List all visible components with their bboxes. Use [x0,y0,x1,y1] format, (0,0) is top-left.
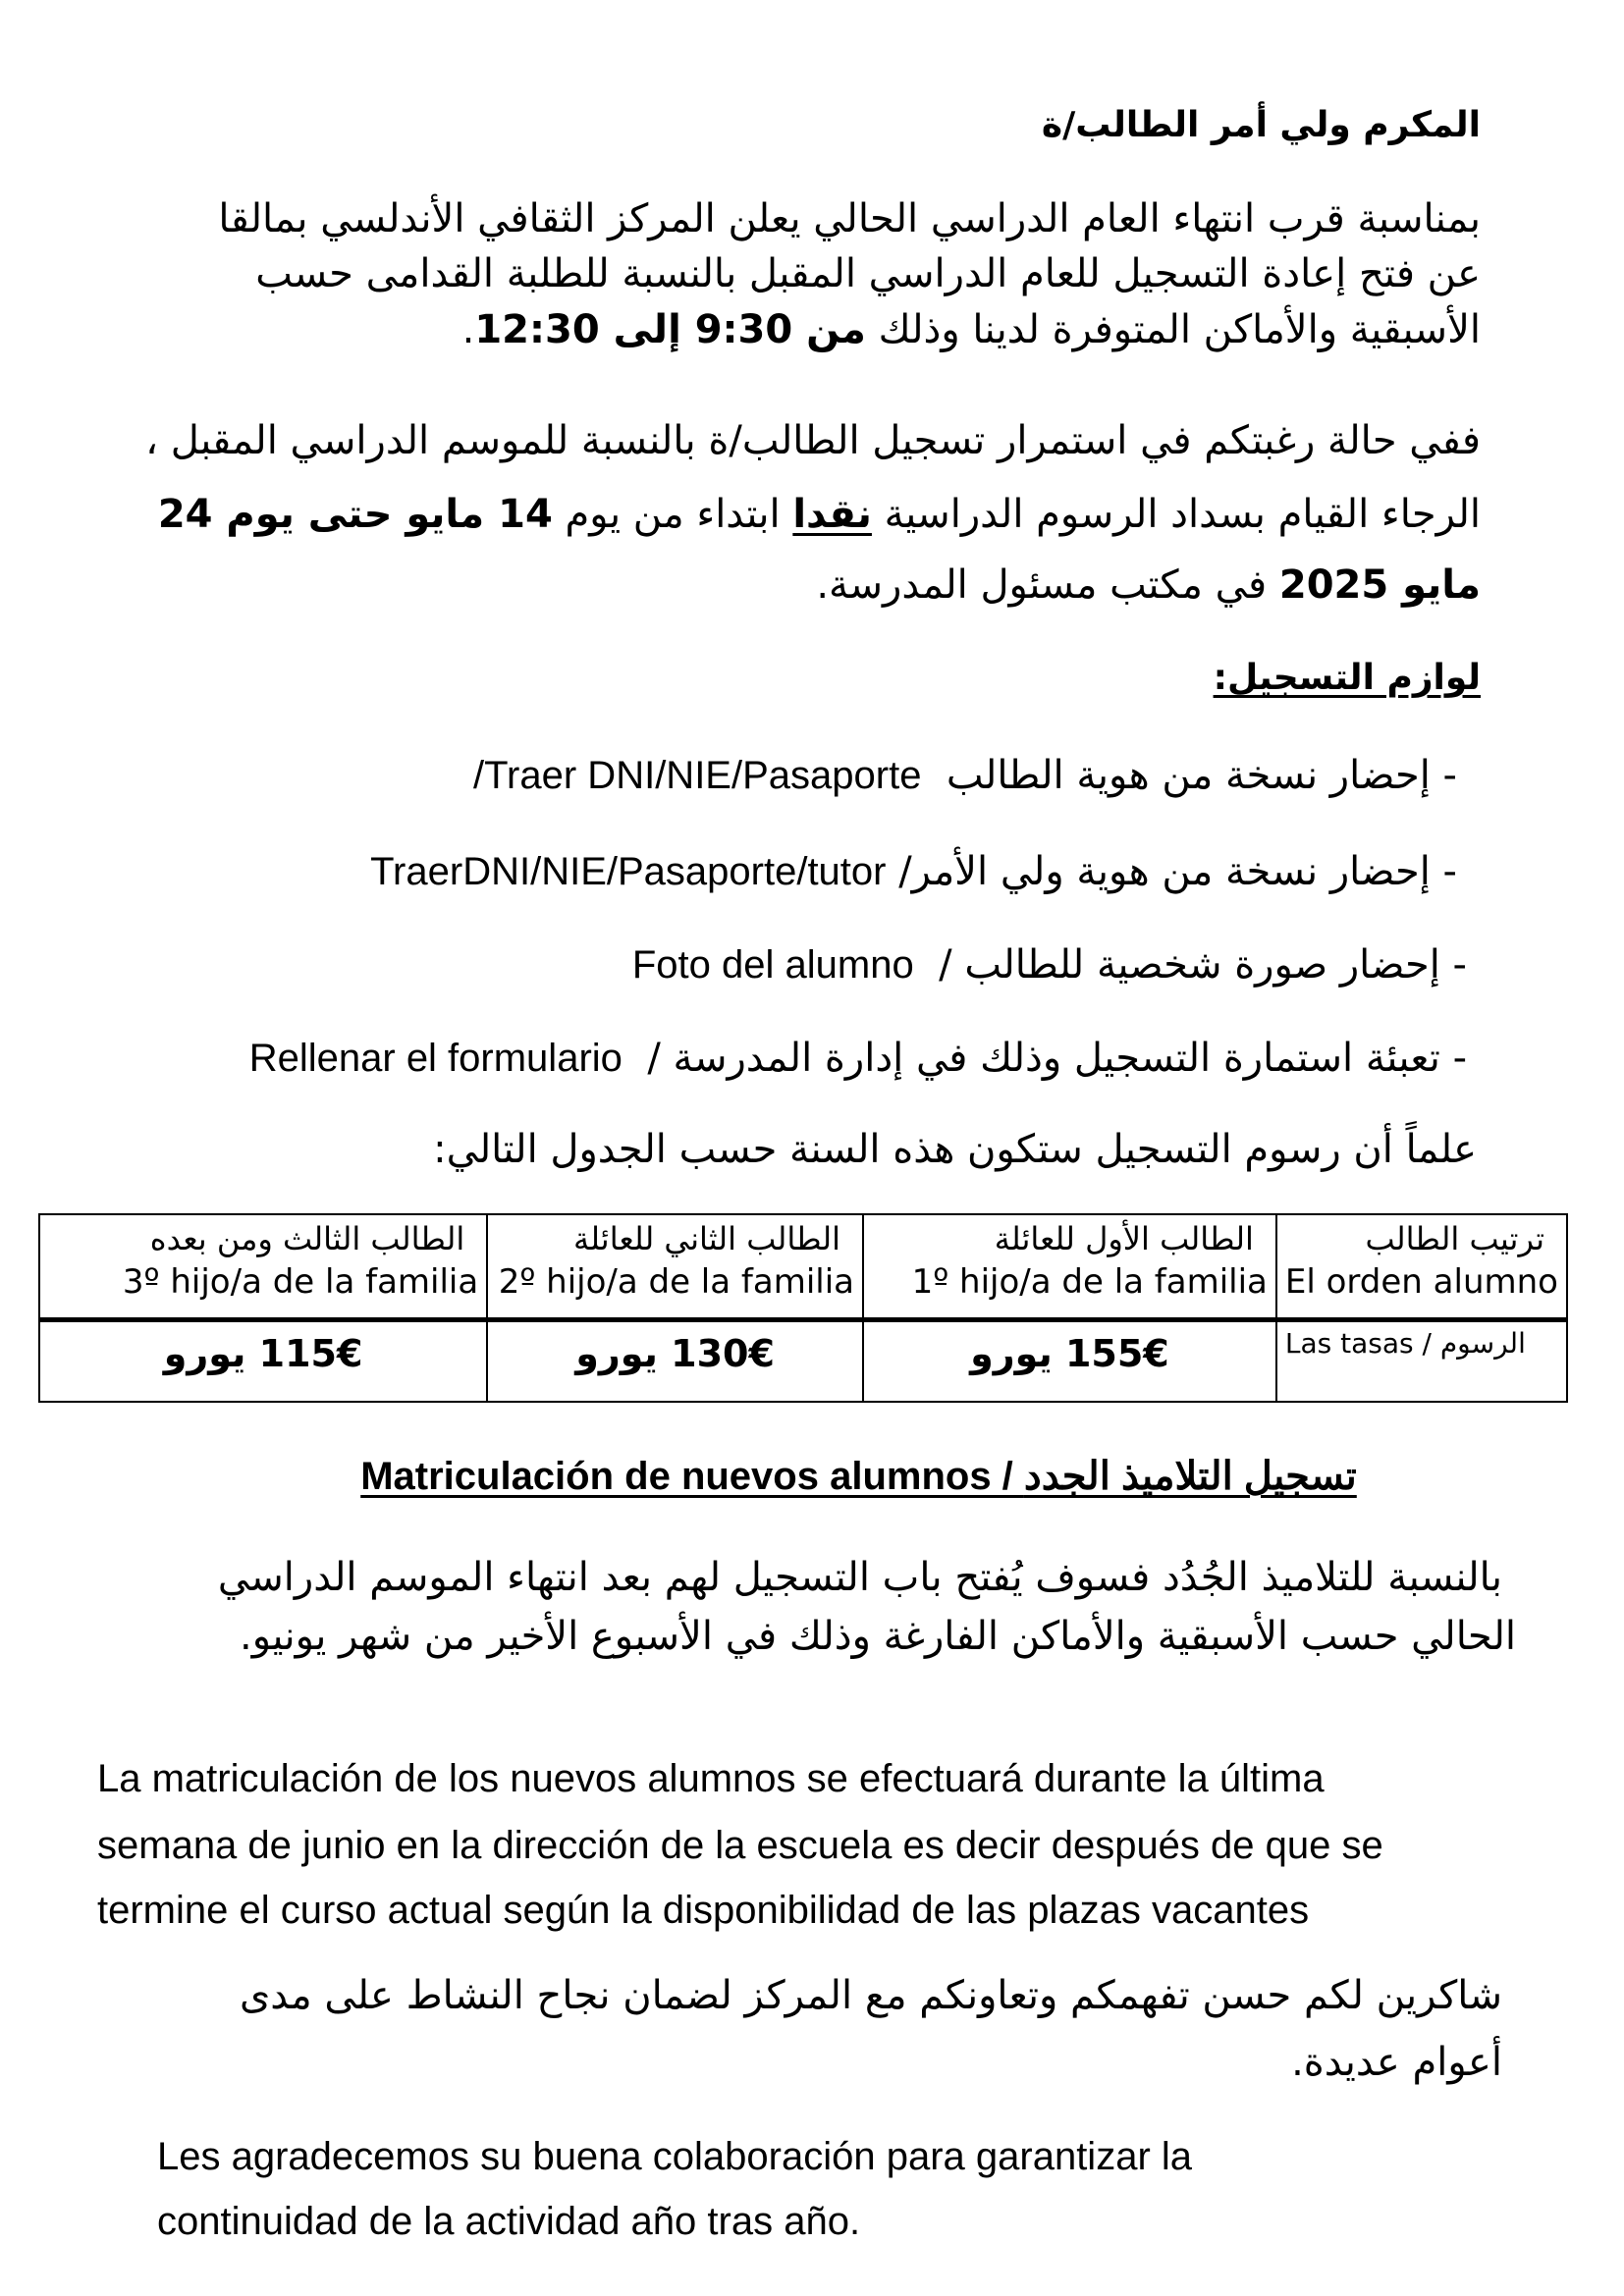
office-hours: من 9:30 إلى 12:30 [474,307,866,352]
row-label-fees: Las tasas / الرسوم [1276,1320,1567,1403]
header-ar: الطالب الأول للعائلة [994,1220,1254,1257]
intro-line-1: بمناسبة قرب انتهاء العام الدراسي الحالي يعلن المركز الثقافي الأندلسي بمالقا [218,196,1481,241]
requirement-item [631,942,1467,988]
new-students-heading: Matriculación de nuevos alumnos / تسجيل التلاميذ الجدد [360,1455,1357,1498]
new-students-es-line-1: La matriculación de los nuevos alumnos se efectuará durante la última [97,1757,1325,1800]
fee-first-child: 155€ يورو [863,1320,1276,1403]
requirement-ar: - إحضار نسخة من هوية الطالب [946,753,1457,798]
closing-es-line-2: continuidad de la actividad año tras año. [157,2200,861,2243]
requirements-heading: لوازم التسجيل: [1213,658,1481,698]
payment-location: في مكتب مسئول المدرسة. [816,562,1279,608]
requirement-es: Traer DNI/NIE/Pasaporte/ [472,754,922,797]
payment-dates: 14 مايو حتى يوم 24 [157,492,553,537]
payment-end-date: مايو 2025 [1278,562,1481,608]
requirement-item [370,849,1457,894]
intro-line-2: عن فتح إعادة التسجيل للعام الدراسي المقبل بالنسبة للطلبة القدامى حسب [255,251,1481,296]
fee-third-child: 115€ يورو [39,1320,487,1403]
new-students-es-line-3: termine el curso actual según la disponibilidad de las plazas vacantes [97,1889,1310,1932]
header-second-child [487,1214,863,1320]
header-es: 3º hijo/a de la familia [122,1261,479,1302]
requirement-es: Foto del alumno [631,943,914,987]
header-ar: الطالب الثاني للعائلة [573,1220,840,1257]
requirement-ar: - تعبئة استمارة التسجيل وذلك في إدارة المدرسة / [647,1036,1467,1081]
header-es: El orden alumno [1284,1261,1558,1302]
new-students-ar-line-1: بالنسبة للتلاميذ الجُدُد فسوف يُفتح باب التسجيل لهم بعد انتهاء الموسم الدراسي [217,1555,1502,1600]
fee-table [38,1213,1568,1403]
table-header-row [39,1214,1567,1320]
closing-es-line-1: Les agradecemos su buena colaboración para garantizar la [157,2135,1193,2178]
requirement-ar: - إحضار صورة شخصية للطالب / [939,942,1467,988]
payment-line-3 [816,562,1481,608]
requirement-item [248,1036,1467,1081]
payment-line-1: ففي حالة رغبتكم في استمرار تسجيل الطالب/ة بالنسبة للموسم الدراسي المقبل ، [145,418,1481,463]
payment-text-a: الرجاء القيام بسداد الرسوم الدراسية [871,492,1481,537]
header-es: 2º hijo/a de la familia [498,1261,854,1302]
greeting: المكرم ولي أمر الطالب/ة [1041,105,1481,145]
intro-line-3-text: الأسبقية والأماكن المتوفرة لدينا وذلك [865,307,1481,352]
header-order [1276,1214,1567,1320]
requirement-es: Rellenar el formulario [248,1037,623,1080]
closing-ar-line-2: أعوام عديدة. [1291,2040,1502,2085]
fees-note: علماً أن رسوم التسجيل ستكون هذه السنة حسب الجدول التالي: [433,1127,1477,1172]
header-third-child [39,1214,487,1320]
header-ar: الطالب الثالث ومن بعده [149,1220,465,1257]
payment-text-b: ابتداء من يوم [552,492,793,537]
new-students-ar-line-2: الحالي حسب الأسبقية والأماكن الفارغة وذلك في الأسبوع الأخير من شهر يونيو. [240,1614,1516,1659]
header-first-child [863,1214,1276,1320]
header-es: 1º hijo/a de la familia [911,1261,1268,1302]
table-row [39,1320,1567,1403]
requirement-ar: - إحضار نسخة من هوية ولي الأمر/ [898,849,1457,894]
header-ar: ترتيب الطالب [1365,1220,1544,1257]
requirement-item [472,753,1457,798]
intro-line-3 [461,307,1481,352]
fee-second-child: 130€ يورو [487,1320,863,1403]
intro-line-3-end: . [461,307,475,352]
requirement-es: TraerDNI/NIE/Pasaporte/tutor [370,850,887,893]
closing-ar-line-1: شاكرين لكم حسن تفهمكم وتعاونكم مع المركز لضمان نجاح النشاط على مدى [239,1973,1502,2018]
cash-emphasis: نقدا [792,492,872,537]
payment-line-2 [157,492,1481,537]
new-students-es-line-2: semana de junio en la dirección de la escuela es decir después de que se [97,1824,1383,1867]
